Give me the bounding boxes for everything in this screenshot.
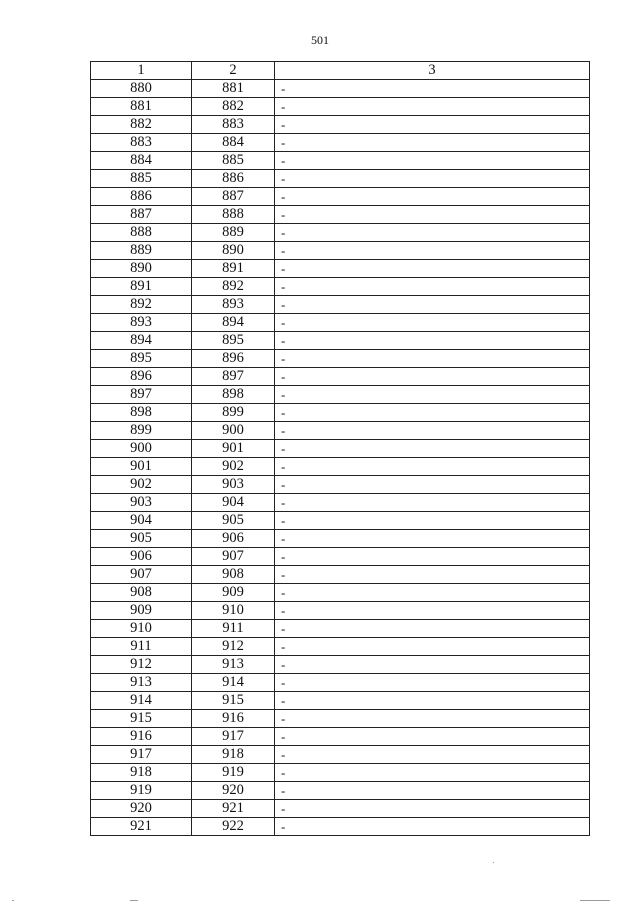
data-table — [90, 61, 590, 836]
table-row — [91, 818, 590, 836]
table-cell-col1: 885 — [91, 170, 192, 188]
table-cell-col1: 904 — [91, 512, 192, 530]
table-cell-col3: - — [275, 422, 590, 440]
table-cell-col1: 901 — [91, 458, 192, 476]
table-cell-col3: - — [275, 332, 590, 350]
table-row — [91, 224, 590, 242]
table-row — [91, 386, 590, 404]
table-row — [91, 134, 590, 152]
table-row — [91, 782, 590, 800]
table-cell-col2: 887 — [192, 188, 275, 206]
table-row — [91, 494, 590, 512]
table-row — [91, 746, 590, 764]
table-cell-col2: 882 — [192, 98, 275, 116]
table-cell-col3: - — [275, 152, 590, 170]
table-cell-col2: 912 — [192, 638, 275, 656]
table-row — [91, 332, 590, 350]
table-cell-col2: 888 — [192, 206, 275, 224]
scan-speck — [493, 862, 494, 863]
table-cell-col3: - — [275, 206, 590, 224]
table-cell-col2: 906 — [192, 530, 275, 548]
table-cell-col3: - — [275, 188, 590, 206]
table-row — [91, 188, 590, 206]
table-row — [91, 620, 590, 638]
table-cell-col1: 913 — [91, 674, 192, 692]
table-cell-col2: 893 — [192, 296, 275, 314]
table-cell-col3: - — [275, 116, 590, 134]
table-cell-col2: 902 — [192, 458, 275, 476]
table-cell-col2: 886 — [192, 170, 275, 188]
table-cell-col1: 900 — [91, 440, 192, 458]
table-cell-col3: - — [275, 170, 590, 188]
table-cell-col2: 915 — [192, 692, 275, 710]
table-cell-col1: 891 — [91, 278, 192, 296]
table-cell-col2: 895 — [192, 332, 275, 350]
table-cell-col1: 883 — [91, 134, 192, 152]
table-cell-col2: 910 — [192, 602, 275, 620]
table-cell-col1: 912 — [91, 656, 192, 674]
table-row — [91, 152, 590, 170]
table-cell-col3: - — [275, 260, 590, 278]
table-cell-col2: 885 — [192, 152, 275, 170]
table-cell-col3: - — [275, 98, 590, 116]
table-cell-col3: - — [275, 728, 590, 746]
table-cell-col2: 905 — [192, 512, 275, 530]
table-cell-col2: 890 — [192, 242, 275, 260]
table-row — [91, 206, 590, 224]
table-cell-col2: 903 — [192, 476, 275, 494]
table-row — [91, 278, 590, 296]
table-row — [91, 170, 590, 188]
table-cell-col3: - — [275, 458, 590, 476]
table-cell-col2: 891 — [192, 260, 275, 278]
table-cell-col1: 892 — [91, 296, 192, 314]
table-row — [91, 350, 590, 368]
table-cell-col2: 892 — [192, 278, 275, 296]
table-cell-col1: 881 — [91, 98, 192, 116]
scan-speck — [12, 900, 14, 901]
table-cell-col2: 899 — [192, 404, 275, 422]
table-cell-col3: - — [275, 224, 590, 242]
table-row — [91, 368, 590, 386]
table-cell-col2: 920 — [192, 782, 275, 800]
table-cell-col3: - — [275, 548, 590, 566]
table-row — [91, 314, 590, 332]
column-header-3: 3 — [275, 62, 590, 80]
table-cell-col1: 902 — [91, 476, 192, 494]
scan-speck — [580, 900, 610, 901]
table-cell-col1: 880 — [91, 80, 192, 98]
table-cell-col3: - — [275, 404, 590, 422]
table-row — [91, 602, 590, 620]
table-row — [91, 512, 590, 530]
table-cell-col2: 921 — [192, 800, 275, 818]
table-row — [91, 530, 590, 548]
column-header-1: 1 — [91, 62, 192, 80]
table-row — [91, 656, 590, 674]
table-cell-col2: 908 — [192, 566, 275, 584]
table-cell-col1: 897 — [91, 386, 192, 404]
table-cell-col1: 887 — [91, 206, 192, 224]
table-row — [91, 80, 590, 98]
table-cell-col3: - — [275, 350, 590, 368]
table-cell-col1: 884 — [91, 152, 192, 170]
table-row — [91, 764, 590, 782]
table-cell-col1: 915 — [91, 710, 192, 728]
table-cell-col1: 882 — [91, 116, 192, 134]
table-cell-col2: 896 — [192, 350, 275, 368]
table-cell-col2: 916 — [192, 710, 275, 728]
table-row — [91, 710, 590, 728]
table-cell-col2: 913 — [192, 656, 275, 674]
column-header-2: 2 — [192, 62, 275, 80]
table-cell-col1: 907 — [91, 566, 192, 584]
table-cell-col2: 917 — [192, 728, 275, 746]
table-cell-col3: - — [275, 620, 590, 638]
table-row — [91, 548, 590, 566]
table-row — [91, 296, 590, 314]
table-row — [91, 440, 590, 458]
table-row — [91, 98, 590, 116]
table-cell-col3: - — [275, 602, 590, 620]
table-cell-col3: - — [275, 476, 590, 494]
table-cell-col3: - — [275, 818, 590, 836]
table-row — [91, 242, 590, 260]
table-cell-col3: - — [275, 80, 590, 98]
table-cell-col3: - — [275, 134, 590, 152]
table-cell-col1: 911 — [91, 638, 192, 656]
table-cell-col1: 919 — [91, 782, 192, 800]
table-cell-col3: - — [275, 656, 590, 674]
table-row — [91, 674, 590, 692]
table-row — [91, 638, 590, 656]
table-cell-col1: 917 — [91, 746, 192, 764]
table-cell-col2: 889 — [192, 224, 275, 242]
table-cell-col3: - — [275, 764, 590, 782]
table-cell-col3: - — [275, 440, 590, 458]
table-cell-col2: 897 — [192, 368, 275, 386]
table-cell-col3: - — [275, 710, 590, 728]
table-row — [91, 584, 590, 602]
table-cell-col1: 886 — [91, 188, 192, 206]
table-row — [91, 260, 590, 278]
table-row — [91, 566, 590, 584]
table-cell-col3: - — [275, 386, 590, 404]
table-row — [91, 476, 590, 494]
table-cell-col3: - — [275, 746, 590, 764]
table-cell-col1: 906 — [91, 548, 192, 566]
table-row — [91, 404, 590, 422]
table-cell-col2: 922 — [192, 818, 275, 836]
table-cell-col2: 909 — [192, 584, 275, 602]
table-row — [91, 692, 590, 710]
table-cell-col3: - — [275, 242, 590, 260]
table-cell-col2: 898 — [192, 386, 275, 404]
table-row — [91, 458, 590, 476]
table-row — [91, 728, 590, 746]
table-cell-col2: 914 — [192, 674, 275, 692]
table-cell-col3: - — [275, 566, 590, 584]
table-cell-col1: 908 — [91, 584, 192, 602]
table-cell-col2: 900 — [192, 422, 275, 440]
table-cell-col1: 905 — [91, 530, 192, 548]
table-cell-col3: - — [275, 674, 590, 692]
table-cell-col1: 896 — [91, 368, 192, 386]
table-row — [91, 422, 590, 440]
table-cell-col1: 909 — [91, 602, 192, 620]
table-cell-col1: 914 — [91, 692, 192, 710]
scan-speck — [130, 900, 138, 901]
table-cell-col1: 920 — [91, 800, 192, 818]
table-cell-col2: 919 — [192, 764, 275, 782]
table-cell-col2: 918 — [192, 746, 275, 764]
table-cell-col3: - — [275, 782, 590, 800]
table-cell-col3: - — [275, 368, 590, 386]
page-number: 501 — [311, 33, 329, 47]
table-cell-col2: 904 — [192, 494, 275, 512]
table-cell-col2: 884 — [192, 134, 275, 152]
table-cell-col3: - — [275, 278, 590, 296]
table-body — [91, 80, 590, 836]
table-cell-col1: 910 — [91, 620, 192, 638]
table-cell-col1: 889 — [91, 242, 192, 260]
table-cell-col1: 898 — [91, 404, 192, 422]
table-cell-col1: 899 — [91, 422, 192, 440]
table-cell-col1: 888 — [91, 224, 192, 242]
table-cell-col3: - — [275, 296, 590, 314]
table-cell-col3: - — [275, 800, 590, 818]
table-cell-col3: - — [275, 530, 590, 548]
table-cell-col3: - — [275, 638, 590, 656]
table-cell-col3: - — [275, 692, 590, 710]
table-cell-col1: 916 — [91, 728, 192, 746]
table-cell-col2: 907 — [192, 548, 275, 566]
table-cell-col3: - — [275, 584, 590, 602]
table-cell-col3: - — [275, 494, 590, 512]
table-cell-col2: 901 — [192, 440, 275, 458]
table-cell-col1: 894 — [91, 332, 192, 350]
table-header-row — [91, 62, 590, 80]
table-cell-col3: - — [275, 512, 590, 530]
table-cell-col2: 894 — [192, 314, 275, 332]
table-row — [91, 800, 590, 818]
table-cell-col2: 883 — [192, 116, 275, 134]
table-cell-col1: 890 — [91, 260, 192, 278]
table-cell-col1: 918 — [91, 764, 192, 782]
table-cell-col3: - — [275, 314, 590, 332]
table-cell-col1: 895 — [91, 350, 192, 368]
table-cell-col1: 921 — [91, 818, 192, 836]
table-row — [91, 116, 590, 134]
table-cell-col1: 903 — [91, 494, 192, 512]
table-cell-col2: 911 — [192, 620, 275, 638]
table-cell-col1: 893 — [91, 314, 192, 332]
table-cell-col2: 881 — [192, 80, 275, 98]
